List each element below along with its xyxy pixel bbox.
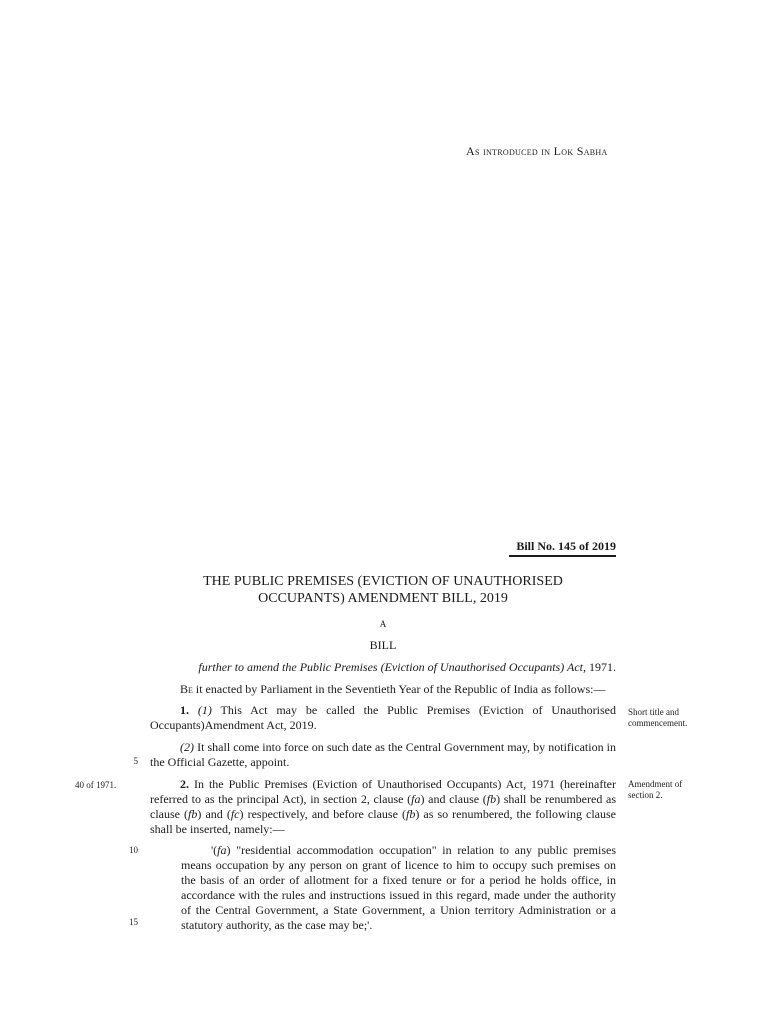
long-title-year: 1971. <box>586 660 616 674</box>
section-2-text-a: In the Public Premises (Eviction of Unauthorised Occupants) Act, 1971 (hereinafter referred to as the principal Act), in section 2, clause ( <box>150 777 616 806</box>
bill-number: Bill No. 145 of 2019 <box>516 539 616 553</box>
line-number-5: 5 <box>133 756 138 766</box>
quote-clause-fa: fa <box>217 843 227 857</box>
enacting-formula <box>150 682 616 697</box>
section-1-sub-1: (1) <box>197 703 212 717</box>
section-2 <box>150 777 616 837</box>
section-1-number: 1. <box>180 703 189 717</box>
enacting-text: it enacted by Parliament in the Seventieth Year of the Republic of India as follows:— <box>192 682 606 696</box>
section-2-text-d: ) and ( <box>197 807 231 821</box>
enacting-first-word: Be <box>180 682 193 696</box>
clause-fb: fb <box>486 792 497 806</box>
section-2-text-c: ) shall be renumbered as clause ( <box>150 792 616 821</box>
clause-fb-3: fb <box>405 807 416 821</box>
section-2-number: 2. <box>180 777 189 791</box>
introduced-in-lok-sabha-label: As introduced in Lok Sabha <box>466 144 608 158</box>
margin-note-short-title: Short title and commencement. <box>628 707 688 728</box>
margin-note-amendment-section-2: Amendment of section 2. <box>628 779 683 800</box>
clause-fc: fc <box>230 807 240 821</box>
section-1-2 <box>150 740 616 770</box>
section-2-text-b: ) and clause ( <box>420 792 487 806</box>
section-1-1-text: This Act may be called the Public Premises (Eviction of Unauthorised Occupants)Amendment Act, 2019. <box>150 703 617 732</box>
long-title <box>150 660 616 675</box>
bill-title-line-1: THE PUBLIC PREMISES (EVICTION OF UNAUTHORISED <box>203 574 563 589</box>
margin-act-reference: 40 of 1971. <box>75 780 117 790</box>
a-label: A <box>379 619 387 629</box>
section-2-text-f: ) as so renumbered, the following clause shall be inserted, namely:— <box>150 807 616 836</box>
bill-title-line-2: OCCUPANTS) AMENDMENT BILL, 2019 <box>258 591 508 606</box>
quote-open: '( <box>211 843 218 857</box>
long-title-italic: further to amend the Public Premises (Eviction of Unauthorised Occupants) Act, <box>198 660 586 674</box>
line-number-15: 15 <box>129 917 138 927</box>
clause-fb-2: fb <box>188 807 198 821</box>
section-1-1 <box>150 703 616 733</box>
bill-label: BILL <box>369 638 397 652</box>
line-number-10: 10 <box>129 845 138 855</box>
bill-title <box>150 573 616 607</box>
section-2-text-e: ) respectively, and before clause ( <box>239 807 406 821</box>
section-1-sub-2: (2) <box>180 740 194 754</box>
section-1-2-text: It shall come into force on such date as the Central Government may, by notification in the Official Gazette, appoint. <box>150 740 616 769</box>
bill-number-underline <box>509 555 616 557</box>
inserted-clause-fa <box>181 843 616 933</box>
clause-fa: fa <box>411 792 421 806</box>
inserted-clause-text: ) "residential accommodation occupation" in relation to any public premises means occupation by any person on grant of licence to him to occupy such premises on the basis of an order of allotment for a fixed tenure or for a period he holds office, in accordance with the rules and instructions issued in this regard, made under the authority of the Central Government, a State Government, a Union territory Administration or a statutory authority, as the case may be;'. <box>181 843 616 932</box>
